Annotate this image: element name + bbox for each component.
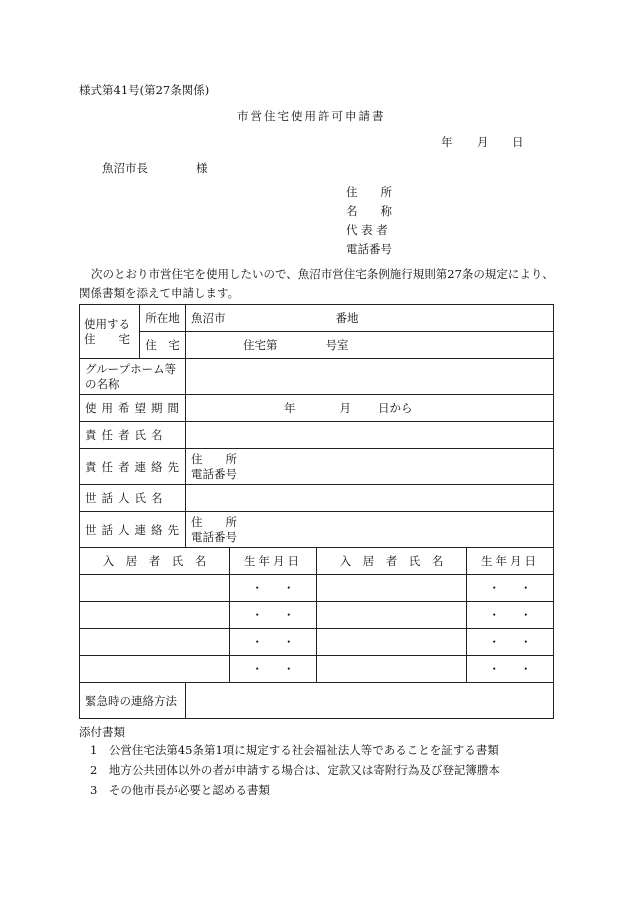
birthdate-cell[interactable]: ・ ・ [467, 602, 554, 629]
attachment-item: 3 その他市長が必要と認める書類 [90, 783, 270, 797]
caretaker-contact-field[interactable]: 住 所 電話番号 [186, 512, 554, 548]
resident-name-cell[interactable] [80, 575, 230, 602]
caretaker-name-field[interactable] [186, 485, 554, 512]
page-title: 市営住宅使用許可申請書 [237, 109, 386, 123]
housing-label: 住 宅 [140, 332, 186, 359]
use-housing-label: 使用する 住 宅 [80, 305, 140, 359]
period-field[interactable]: 年 月 日から [186, 395, 554, 422]
birthdate-cell[interactable]: ・ ・ [467, 656, 554, 683]
resident-name-cell[interactable] [80, 629, 230, 656]
birthdate-cell[interactable]: ・ ・ [230, 629, 317, 656]
period-label: 使用希望期間 [80, 395, 186, 422]
birthdate-cell[interactable]: ・ ・ [467, 629, 554, 656]
attachments-heading: 添付書類 [79, 725, 125, 739]
date-day: 日 [512, 135, 524, 149]
applicant-representative-label: 代 表 者 [346, 223, 388, 237]
manager-contact-label: 責任者連絡先 [80, 449, 186, 485]
resident-name-cell[interactable] [317, 575, 467, 602]
resident-name-cell[interactable] [80, 656, 230, 683]
intro-text-line1: 次のとおり市営住宅を使用したいので、魚沼市営住宅条例施行規則第27条の規定により、 [91, 267, 554, 281]
birthdate-cell[interactable]: ・ ・ [230, 602, 317, 629]
intro-text-line2: 関係書類を添えて申請します。 [79, 286, 240, 300]
grouphome-field[interactable] [186, 359, 554, 395]
caretaker-name-label: 世話人氏名 [80, 485, 186, 512]
addressee-honorific: 様 [196, 161, 208, 175]
form-number: 様式第41号(第27条関係) [79, 83, 210, 97]
grouphome-label: グループホーム等 の名称 [80, 359, 186, 395]
date-month: 月 [477, 135, 489, 149]
resident-name-cell[interactable] [317, 656, 467, 683]
birthdate-header-left: 生年月日 [230, 548, 317, 575]
attachment-item: 1 公営住宅法第45条第1項に規定する社会福祉法人等であることを証する書類 [90, 743, 499, 757]
birthdate-header-right: 生年月日 [467, 548, 554, 575]
birthdate-cell[interactable]: ・ ・ [230, 575, 317, 602]
resident-name-cell[interactable] [317, 629, 467, 656]
attachment-item: 2 地方公共団体以外の者が申請する場合は、定款又は寄附行為及び登記簿謄本 [90, 763, 500, 777]
caretaker-contact-label: 世話人連絡先 [80, 512, 186, 548]
emergency-contact-field[interactable] [186, 683, 554, 719]
location-field[interactable]: 魚沼市 番地 [186, 305, 554, 332]
birthdate-cell[interactable]: ・ ・ [467, 575, 554, 602]
resident-name-cell[interactable] [317, 602, 467, 629]
resident-name-header-left: 入 居 者 氏 名 [80, 548, 230, 575]
resident-name-header-right: 入 居 者 氏 名 [317, 548, 467, 575]
resident-name-cell[interactable] [80, 602, 230, 629]
addressee-name: 魚沼市長 [102, 161, 148, 175]
application-table [79, 304, 554, 719]
housing-field[interactable]: 住宅第 号室 [186, 332, 554, 359]
applicant-name-label: 名 称 [346, 204, 392, 218]
manager-name-label: 責任者氏名 [80, 422, 186, 449]
applicant-phone-label: 電話番号 [346, 242, 392, 256]
manager-name-field[interactable] [186, 422, 554, 449]
applicant-address-label: 住 所 [346, 185, 392, 199]
manager-contact-field[interactable]: 住 所 電話番号 [186, 449, 554, 485]
emergency-contact-label: 緊急時の連絡方法 [80, 683, 186, 719]
location-label: 所在地 [140, 305, 186, 332]
date-year: 年 [441, 135, 453, 149]
birthdate-cell[interactable]: ・ ・ [230, 656, 317, 683]
